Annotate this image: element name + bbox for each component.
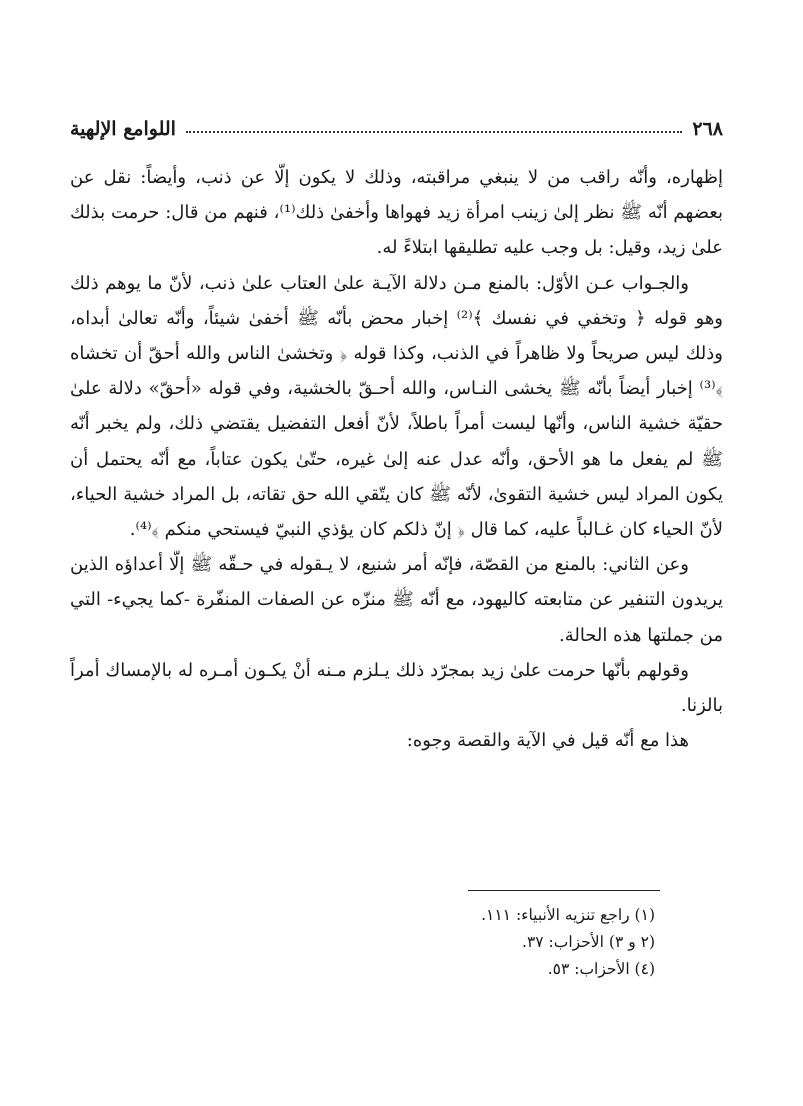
running-title: اللوامع الإلهية: [70, 118, 176, 140]
footnote: (٤) الأحزاب: ٥٣.: [547, 960, 655, 978]
page-header: [70, 112, 723, 146]
page-number: ٢٦٨: [692, 118, 723, 140]
paragraph: والجـواب عـن الأوّل: بالمنع مـن دلالة الآيـة علىٰ العتاب علىٰ ذنب، لأنّ ما يوهم ذلك وهو قوله ﴿ وتخفي في نفسك ﴾⁽²⁾ إخبار محض بأنّه ﷺ أخفىٰ شيئاً، وأنّه تعالىٰ أبداه، وذلك ليس صريحاً ولا ظاهراً في الذنب، وكذا قوله ﴿ وتخشىٰ الناس والله أحقّ أن تخشاه ﴾⁽³⁾ إخبار أيضاً بأنّه ﷺ يخشى النـاس، والله أحـقّ بالخشية، وفي قوله «أحقّ» دلالة علىٰ حقيّة خشية الناس، وأنّها ليست أمراً باطلاً، لأنّ أفعل التفضيل يقتضي ذلك، ولم يخبر أنّه ﷺ لم يفعل ما هو الأحق، وأنّه عدل عنه إلىٰ غيره، حتّىٰ يكون عتاباً، مع أنّه يحتمل أن يكون المراد ليس خشية التقوىٰ، لأنّه ﷺ كان يتّقي الله حق تقاته، بل المراد خشية الحياء، لأنّ الحياء كان غـالباً عليه، كما قال ﴿ إنّ ذلكم كان يؤذي النبيّ فيستحي منكم ﴾⁽⁴⁾.: [70, 272, 723, 541]
paragraph: إظهاره، وأنّه راقب من لا ينبغي مراقبته، وذلك لا يكون إلّا عن ذنب، وأيضاً: نقل عن بعضهم أنّه ﷺ نظر إلىٰ زينب امرأة زيد فهواها وأخفىٰ ذلك⁽¹⁾، فنهم من قال: حرمت بذلك علىٰ زيد، وقيل: بل وجب عليه تطليقها ابتلاءً له.: [70, 167, 724, 259]
paragraph: وعن الثاني: بالمنع من القصّة، فإنّه أمر شنيع، لا يـقوله في حـقّه ﷺ إلّا أعداؤه الذين يريدون التنفير عن متابعته كاليهود، مع أنّه ﷺ منزّه عن الصفات المنفّرة -كما يجيء- التي من جملتها هذه الحالة.: [70, 554, 723, 646]
footnote: (٢ و ٣) الأحزاب: ٣٧.: [522, 933, 655, 951]
body-text: [70, 160, 723, 758]
footnote: (١) راجع تنزيه الأنبياء: ١١١.: [481, 906, 655, 924]
paragraph: وقولهم بأنّها حرمت علىٰ زيد بمجرّد ذلك يـلزم مـنه أنْ يكـون أمـره له بالإمساك أمراً بالزنا.: [70, 659, 723, 717]
footnote-separator: [468, 890, 660, 891]
paragraph: هذا مع أنّه قيل في الآية والقصة وجوه:: [406, 730, 689, 752]
footnotes: [70, 902, 655, 983]
dotted-leader: [186, 131, 682, 133]
